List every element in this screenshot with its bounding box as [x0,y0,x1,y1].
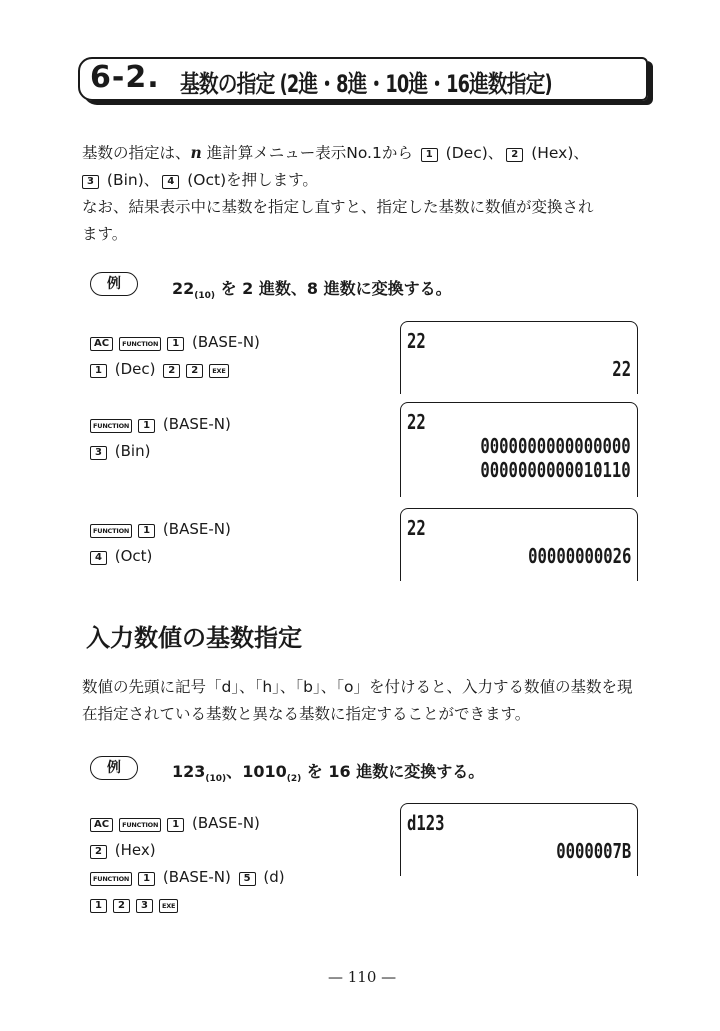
key-1: 1 [138,419,155,433]
key-3: 3 [90,446,107,460]
key-1: 1 [138,872,155,886]
ex1-step-3: FUNCTION 1 (BASE-N) [90,412,231,436]
key-1: 1 [90,899,107,913]
section-title: 基数の指定 (2進・8進・10進・16進数指定) [180,70,552,98]
key-4: 4 [162,175,179,189]
example-badge: 例 [90,756,138,780]
para2-line-2: 在指定されている基数と異なる基数に指定することができます。 [82,705,531,723]
ex2-step-4 [90,892,181,916]
key-2: 2 [163,364,180,378]
calc-display-hex: d123 0000007B [400,803,638,876]
intro-line-3: なお、結果表示中に基数を指定し直すと、指定した基数に数値が変換され [82,198,594,216]
key-2: 2 [186,364,203,378]
exe-key: EXE [159,899,178,913]
section-number: 6-2. [90,60,160,95]
calc-display-dec: 22 22 [400,321,638,394]
key-1: 1 [421,148,438,162]
key-2: 2 [113,899,130,913]
page-number: — 110 — [328,968,397,986]
function-key: FUNCTION [90,524,132,538]
ex2-step-1: AC FUNCTION 1 (BASE-N) [90,811,260,835]
example-2-text: $123_{(10)}$、$1010_{(2)}$ を 16 進数に変換する。 [172,762,485,784]
calc-display-bin: 22 0000000000000000 0000000000010110 [400,402,638,497]
key-1: 1 [90,364,107,378]
intro-line-4: ます。 [82,225,128,243]
ex1-step-1: AC FUNCTION 1 (BASE-N) [90,330,260,354]
key-4: 4 [90,551,107,565]
ex1-step-6: 4 (Oct) [90,544,152,568]
exe-key: EXE [209,364,228,378]
key-3: 3 [136,899,153,913]
ex1-step-5: FUNCTION 1 (BASE-N) [90,517,231,541]
ex2-step-2: 2 (Hex) [90,838,156,862]
para2-line-1: 数値の先頭に記号「d」、「h」、「b」、「o」を付けると、入力する数値の基数を現 [82,678,633,696]
subsection-heading: 入力数値の基数指定 [86,624,302,652]
key-1: 1 [167,818,184,832]
example-1-text: $22_{(10)}$ を 2 進数、8 進数に変換する。 [172,279,452,301]
function-key: FUNCTION [90,419,132,433]
ex2-step-3: FUNCTION 1 (BASE-N) 5 (d) [90,865,285,889]
ex1-step-2: 1 (Dec) 2 2 EXE [90,357,232,381]
calc-display-oct: 22 00000000026 [400,508,638,581]
ac-key: AC [90,337,113,351]
key-2: 2 [506,148,523,162]
function-key: FUNCTION [119,337,161,351]
key-1: 1 [138,524,155,538]
ex1-step-4: 3 (Bin) [90,439,150,463]
key-1: 1 [167,337,184,351]
intro-line-1: 基数の指定は、n 進計算メニュー表示No.1から 1 (Dec)、 2 (Hex)、 [82,143,589,162]
intro-line-2: 3 (Bin)、 4 (Oct)を押します。 [82,168,318,192]
key-5: 5 [239,872,256,886]
example-badge: 例 [90,272,138,296]
function-key: FUNCTION [119,818,161,832]
key-3: 3 [82,175,99,189]
key-2: 2 [90,845,107,859]
ac-key: AC [90,818,113,832]
function-key: FUNCTION [90,872,132,886]
